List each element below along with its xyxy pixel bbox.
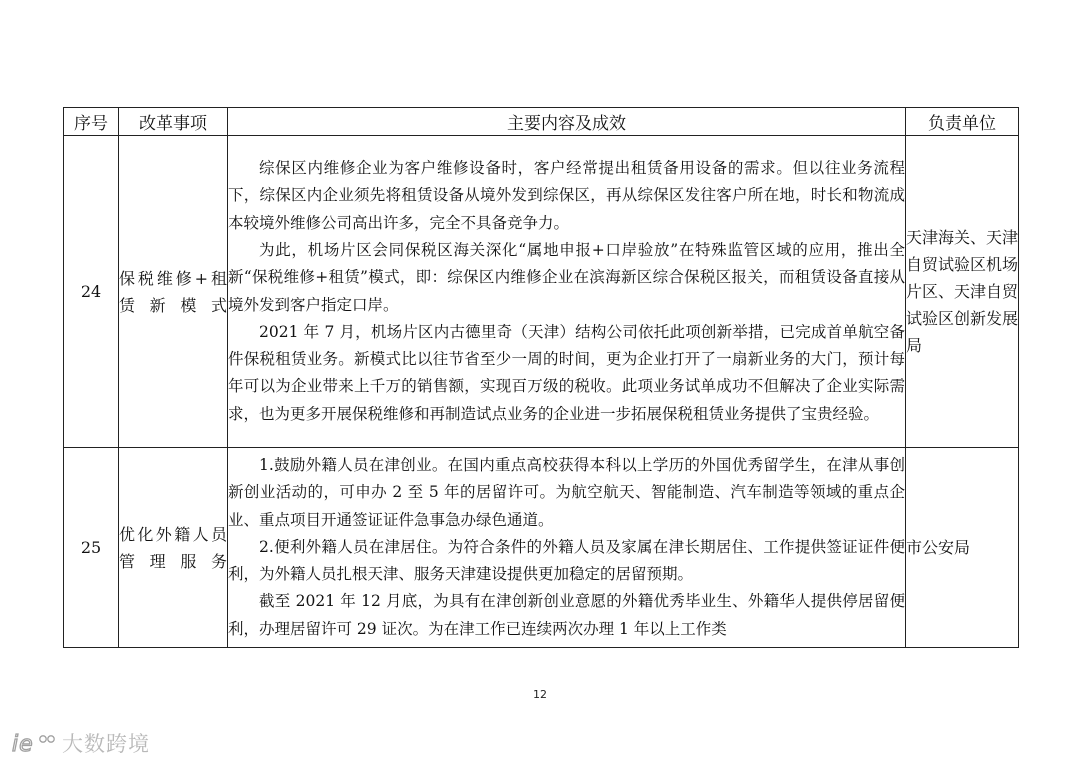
table-row: [64, 448, 1019, 648]
reform-item: 优化外籍人员管理服务: [119, 448, 228, 648]
watermark: [10, 728, 150, 758]
header-item: 改革事项: [119, 108, 228, 136]
content-paragraph: 综保区内维修企业为客户维修设备时，客户经常提出租赁备用设备的需求。但以往业务流程下，综保区内企业须先将租赁设备从境外发到综保区，再从综保区发往客户所在地，时长和物流成本较境外维修公司高出许多，完全不具备竞争力。: [228, 159, 905, 232]
header-content: 主要内容及成效: [228, 108, 906, 136]
row-content: [228, 448, 906, 648]
responsible-unit: 市公安局: [906, 448, 1019, 648]
row-content: [228, 136, 906, 448]
row-number: 24: [64, 136, 119, 448]
page-number: 12: [533, 688, 547, 701]
svg-text:ie: ie: [12, 732, 34, 756]
ie-logo-icon: [10, 730, 58, 756]
header-no: 序号: [64, 108, 119, 136]
header-unit: 负责单位: [906, 108, 1019, 136]
table-row: [64, 136, 1019, 448]
table-header-row: [64, 108, 1019, 136]
reform-table: [63, 107, 1019, 648]
reform-item: 保税维修+租赁新模式: [119, 136, 228, 448]
content-paragraph: 为此，机场片区会同保税区海关深化“属地申报+口岸验放”在特殊监管区域的应用，推出全新“保税维修+租赁”模式，即：综保区内维修企业在滨海新区综合保税区报关，而租赁设备直接从境外发到客户指定口岸。: [228, 240, 905, 314]
responsible-unit: 天津海关、天津自贸试验区机场片区、天津自贸试验区创新发展局: [906, 136, 1019, 448]
row-number: 25: [64, 448, 119, 648]
watermark-text: 大数跨境: [62, 732, 150, 756]
content-paragraph: 2021 年 7 月，机场片区内古德里奇（天津）结构公司依托此项创新举措，已完成首单航空备件保税租赁业务。新模式比以往节省至少一周的时间，更为企业打开了一扇新业务的大门，预计每年可以为企业带来上千万的销售额，实现百万级的税收。此项业务试单成功不但解决了企业实际需求，也为更多开展保税维修和再制造试点业务的企业进一步拓展保税租赁业务提供了宝贵经验。: [228, 322, 905, 423]
content-paragraph: 1.鼓励外籍人员在津创业。在国内重点高校获得本科以上学历的外国优秀留学生，在津从事创新创业活动的，可申办 2 至 5 年的居留许可。为航空航天、智能制造、汽车制造等领域的重点企业、重点项目开通签证证件急事急办绿色通道。: [228, 455, 905, 529]
content-paragraph: 2.便利外籍人员在津居住。为符合条件的外籍人员及家属在津长期居住、工作提供签证证件便利，为外籍人员扎根天津、服务天津建设提供更加稳定的居留预期。: [228, 537, 905, 584]
content-paragraph: 截至 2021 年 12 月底，为具有在津创新创业意愿的外籍优秀毕业生、外籍华人提供停居留便利，办理居留许可 29 证次。为在津工作已连续两次办理 1 年以上工作类: [228, 592, 905, 638]
